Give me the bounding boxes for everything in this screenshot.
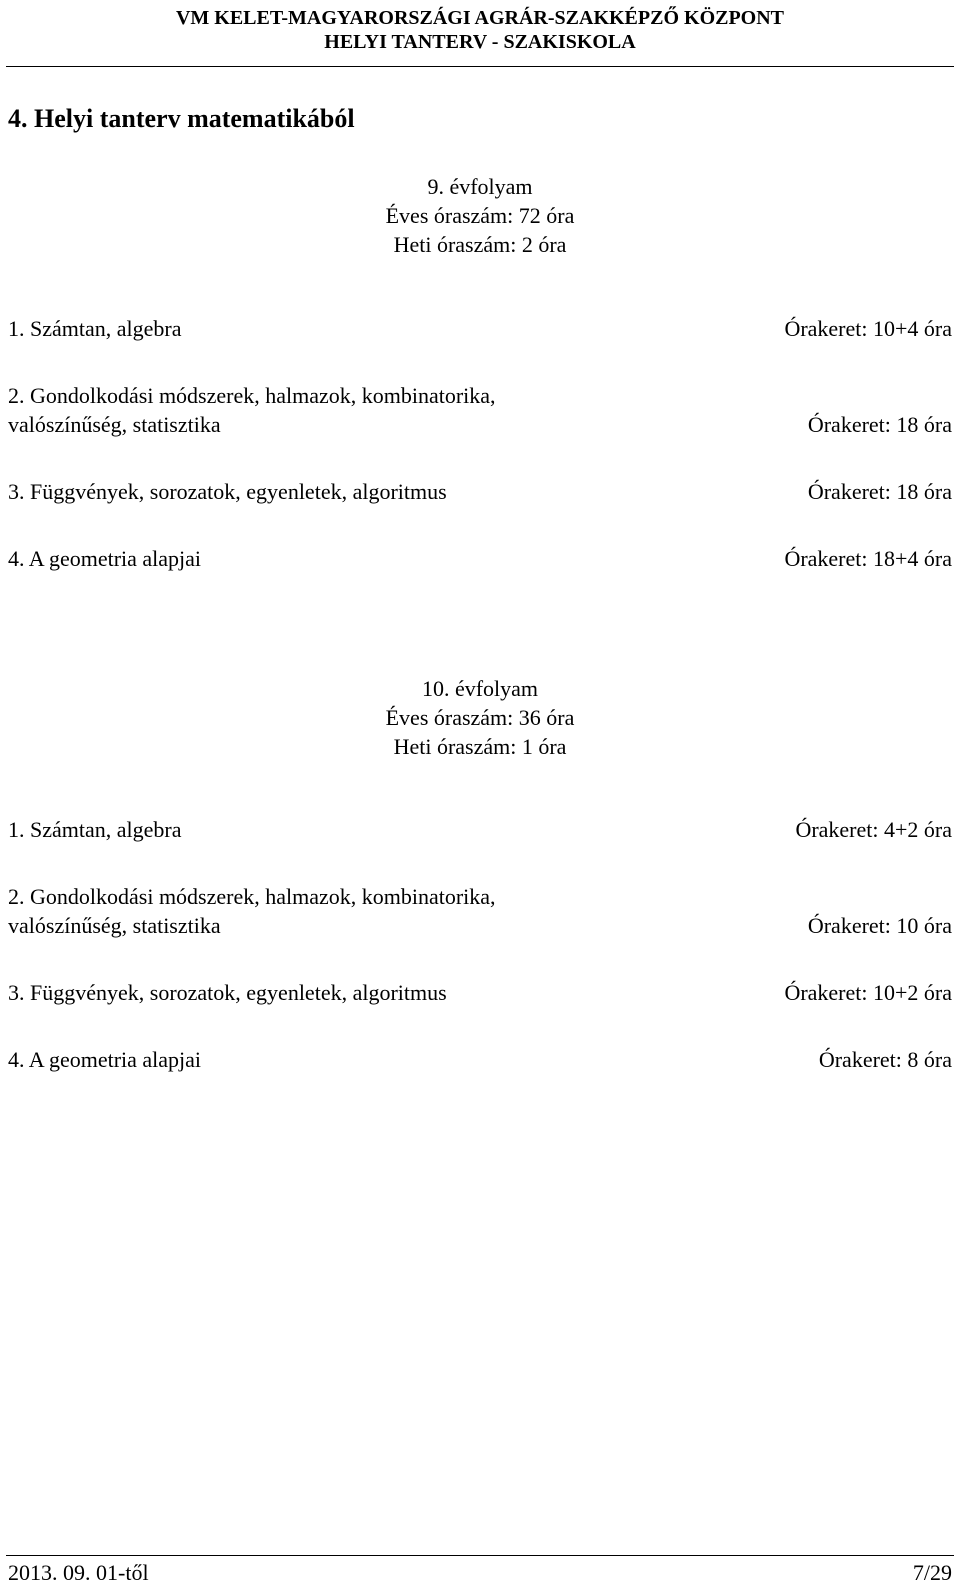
- topic-row: [8, 544, 952, 573]
- topic-name: 3. Függvények, sorozatok, egyenletek, algoritmus: [8, 479, 447, 504]
- topic-name: 2. Gondolkodási módszerek, halmazok, kombinatorika, valószínűség, statisztika: [8, 383, 496, 437]
- topic-name: 2. Gondolkodási módszerek, halmazok, kombinatorika, valószínűség, statisztika: [8, 884, 496, 938]
- annual-hours: Éves óraszám: 72 óra: [385, 203, 575, 228]
- page-number: 7/29: [912, 1560, 952, 1585]
- topic-row: [8, 882, 952, 940]
- topic-name: 4. A geometria alapjai: [8, 546, 202, 571]
- topic-row: [8, 477, 952, 506]
- header-divider: [6, 66, 954, 67]
- footer-date: 2013. 09. 01-től: [8, 1560, 149, 1585]
- topic-hours: Órakeret: 18+4 óra: [784, 546, 952, 571]
- footer-divider: [6, 1555, 954, 1556]
- grade-label: 9. évfolyam: [427, 174, 533, 199]
- page-header: [0, 6, 960, 54]
- topic-name: 1. Számtan, algebra: [8, 316, 182, 341]
- topic-hours: Órakeret: 18 óra: [807, 479, 952, 504]
- grade-10-summary: [0, 674, 960, 761]
- topic-row: [8, 815, 952, 844]
- header-document-type: HELYI TANTERV - SZAKISKOLA: [324, 31, 636, 53]
- grade-9-summary: [0, 172, 960, 259]
- weekly-hours: Heti óraszám: 1 óra: [393, 734, 567, 759]
- weekly-hours: Heti óraszám: 2 óra: [393, 232, 567, 257]
- topic-hours: Órakeret: 10 óra: [807, 913, 952, 938]
- topic-row: [8, 314, 952, 343]
- section-title: 4. Helyi tanterv matematikából: [8, 104, 355, 133]
- annual-hours: Éves óraszám: 36 óra: [385, 705, 575, 730]
- topic-hours: Órakeret: 18 óra: [807, 412, 952, 437]
- topic-name: 1. Számtan, algebra: [8, 817, 182, 842]
- topic-hours: Órakeret: 10+4 óra: [784, 316, 952, 341]
- topic-hours: Órakeret: 10+2 óra: [784, 980, 952, 1005]
- grade-label: 10. évfolyam: [421, 676, 539, 701]
- topic-name: 4. A geometria alapjai: [8, 1047, 202, 1072]
- topic-hours: Órakeret: 8 óra: [818, 1047, 952, 1072]
- topic-name: 3. Függvények, sorozatok, egyenletek, algoritmus: [8, 980, 447, 1005]
- header-institution: VM KELET-MAGYARORSZÁGI AGRÁR-SZAKKÉPZŐ KÖZPONT: [175, 7, 785, 29]
- topic-row: [8, 1045, 952, 1074]
- topic-hours: Órakeret: 4+2 óra: [795, 817, 952, 842]
- topic-row: [8, 381, 952, 439]
- topic-row: [8, 978, 952, 1007]
